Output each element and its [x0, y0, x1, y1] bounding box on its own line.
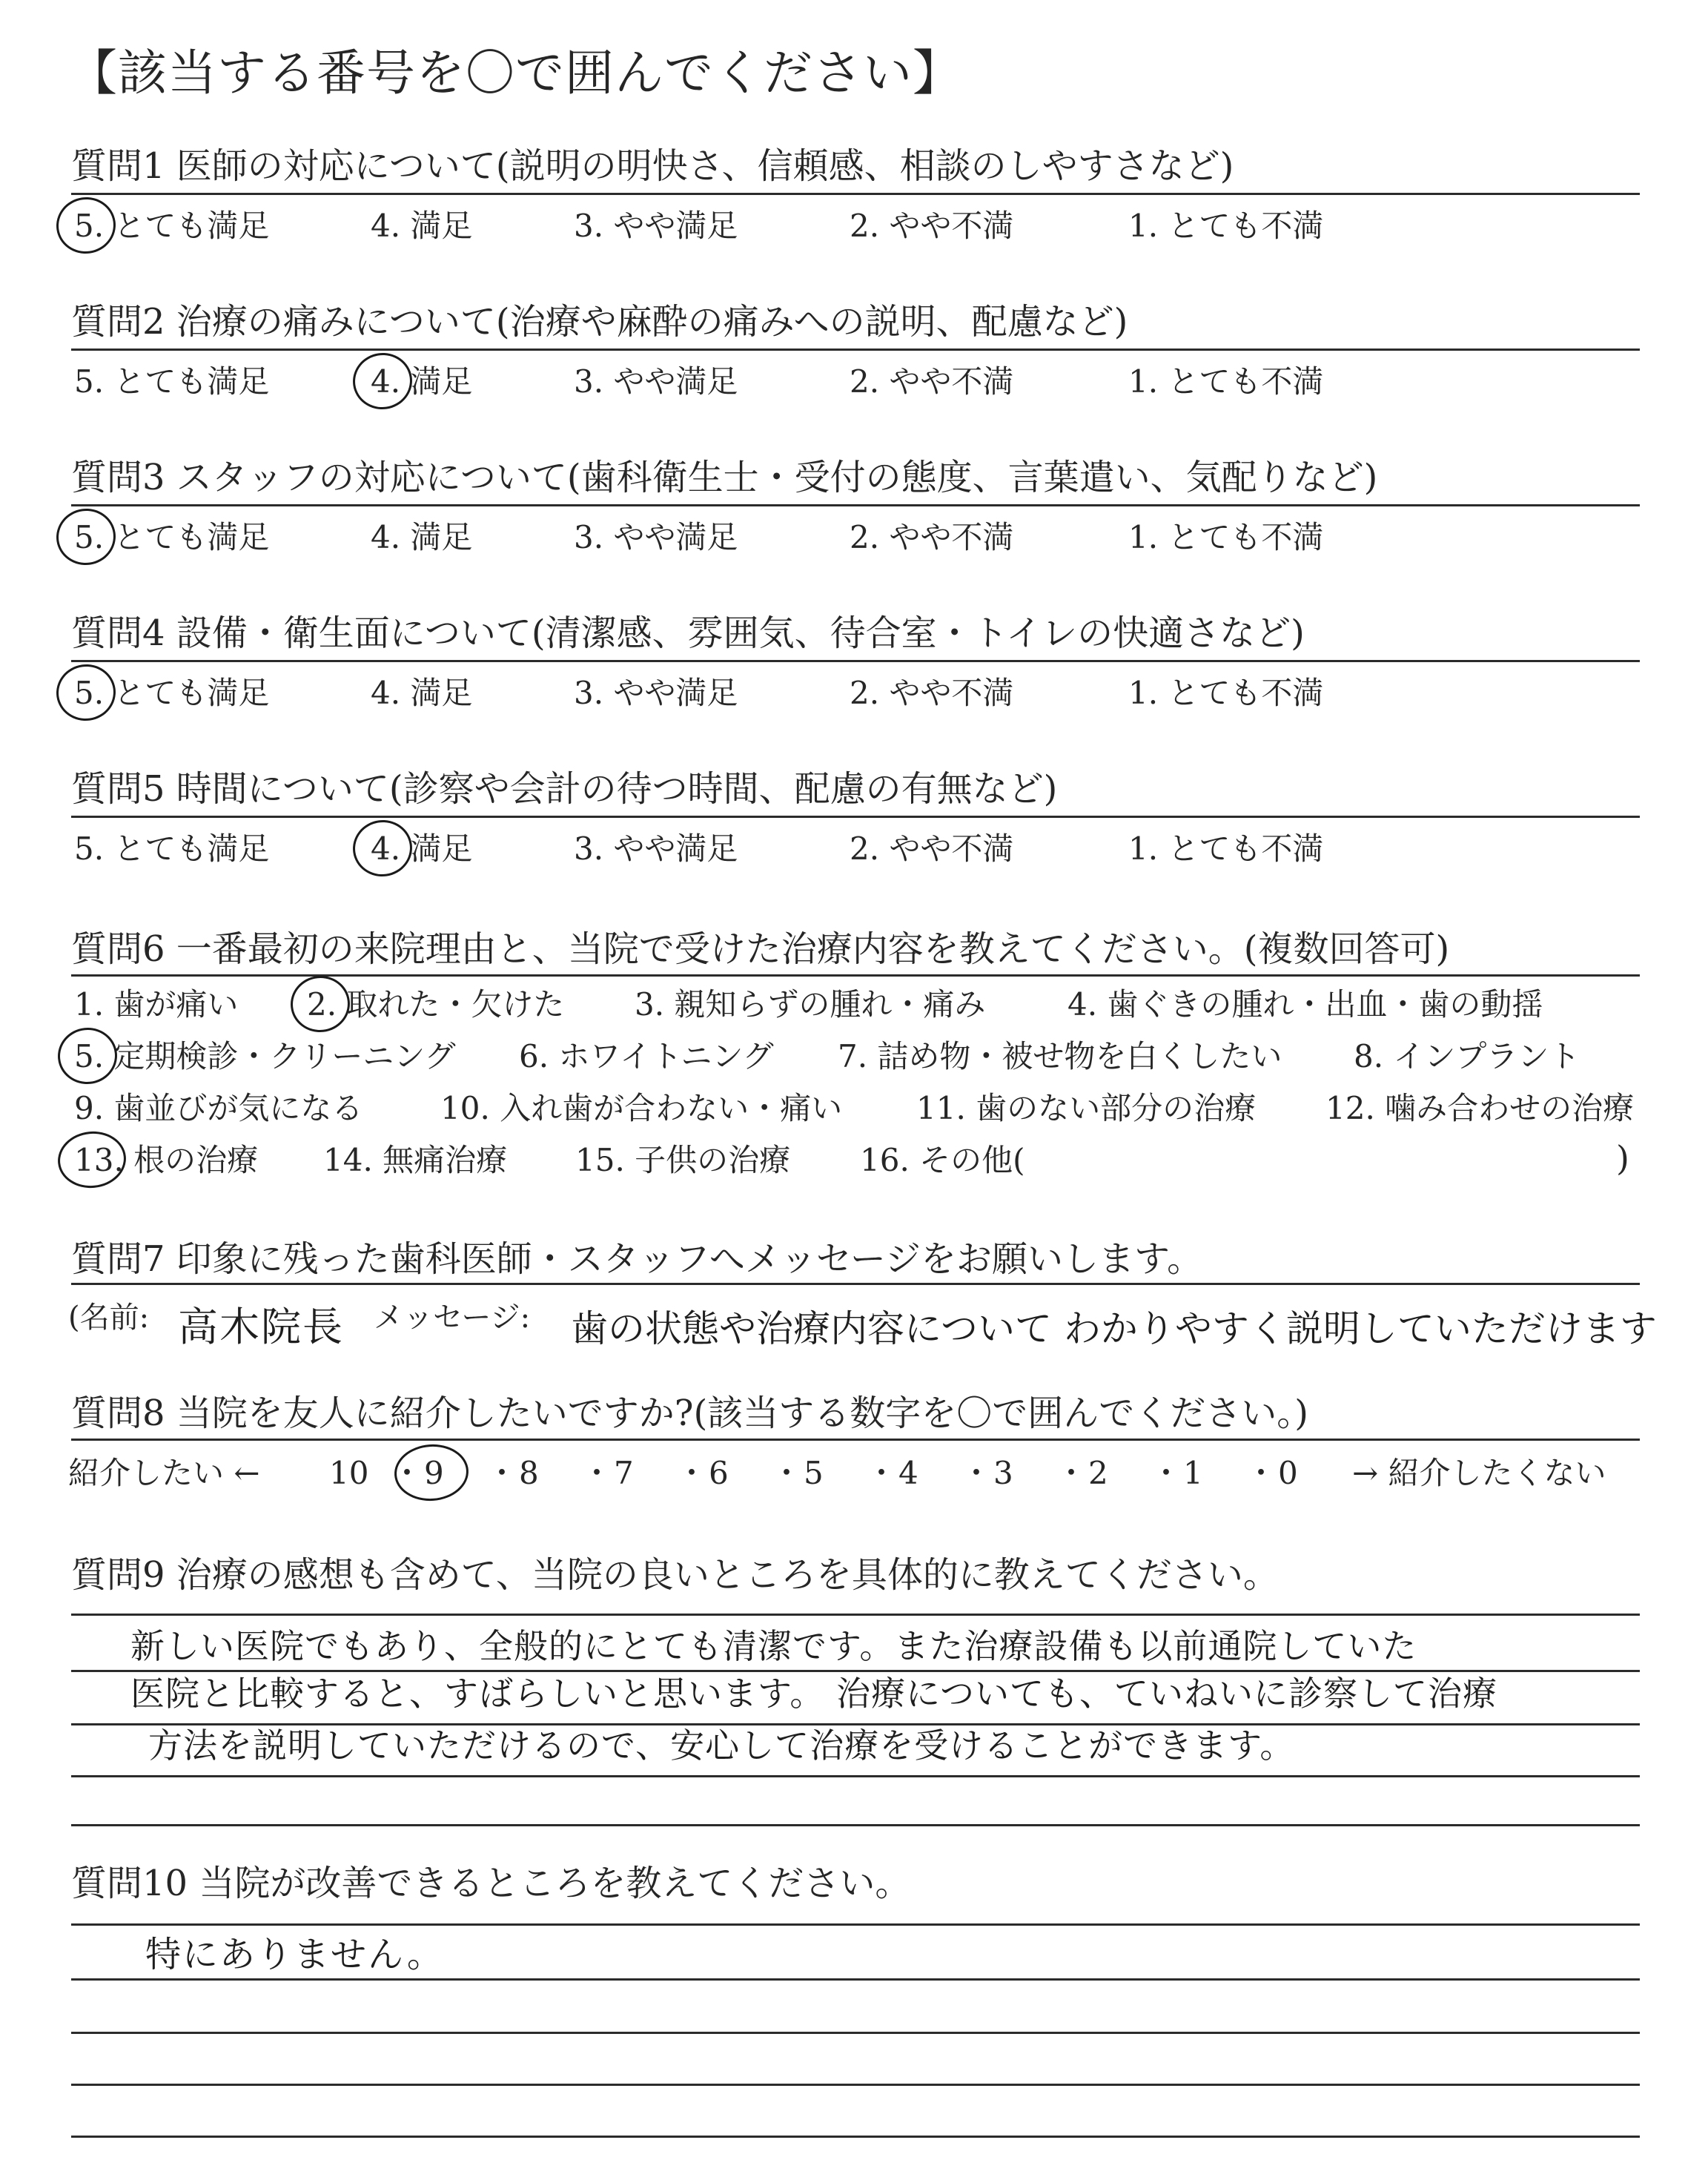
- q8-separator: ・: [961, 1455, 993, 1491]
- q6-option: 11. 歯のない部分の治療: [916, 1090, 1257, 1126]
- q10-answer-rule: [71, 1923, 1640, 1926]
- q10-answer-rule: [71, 2136, 1640, 2138]
- q8-scale-value: 0: [1278, 1455, 1298, 1491]
- q6-option: 16. その他(: [860, 1142, 1025, 1178]
- q3-option: 4. 満足: [371, 519, 473, 555]
- q8-left-label: 紹介したい ←: [68, 1455, 260, 1491]
- q1-option: 1. とても不満: [1128, 208, 1324, 244]
- q6-option: 15. 子供の治療: [575, 1142, 791, 1178]
- q8-scale-value: 8: [519, 1455, 539, 1491]
- q1-rule: [71, 193, 1640, 195]
- q8-scale-value: 9: [424, 1455, 444, 1491]
- q3-selected-circle: [53, 505, 119, 569]
- q8-separator: ・: [486, 1455, 518, 1491]
- q6-option: 3. 親知らずの腫れ・痛み: [635, 986, 986, 1023]
- q4-title: 質問4 設備・衛生面について(清潔感、雰囲気、待合室・トイレの快適さなど): [71, 612, 1305, 654]
- q8-separator: ・: [581, 1455, 613, 1491]
- q10-answer-rule: [71, 2032, 1640, 2034]
- q5-option: 3. やや満足: [574, 830, 738, 867]
- q8-selected-circle: [392, 1442, 470, 1504]
- q5-rule: [71, 816, 1640, 818]
- q6-title: 質問6 一番最初の来院理由と、当院で受けた治療内容を教えてください。(複数回答可): [71, 928, 1450, 970]
- q4-option: 2. やや不満: [850, 675, 1014, 711]
- q1-title: 質問1 医師の対応について(説明の明快さ、信頼感、相談のしやすさなど): [71, 145, 1234, 187]
- q6-option: 9. 歯並びが気になる: [74, 1090, 363, 1126]
- q6-selected-circle: [55, 1128, 128, 1191]
- q6-option: 2. 取れた・欠けた: [307, 986, 565, 1023]
- q3-title: 質問3 スタッフの対応について(歯科衛生士・受付の態度、言葉遣い、気配りなど): [71, 457, 1378, 498]
- q3-option: 1. とても不満: [1128, 519, 1324, 555]
- q1-selected-circle: [53, 194, 119, 257]
- q2-option: 3. やや満足: [574, 363, 738, 400]
- q10-answer-line: 特にありません。: [145, 1934, 444, 1975]
- q3-rule: [71, 504, 1640, 506]
- q8-right-label: → 紹介したくない: [1352, 1455, 1606, 1491]
- q4-selected-circle: [53, 661, 119, 724]
- q3-option: 3. やや満足: [574, 519, 738, 555]
- q8-scale-value: 7: [614, 1455, 634, 1491]
- q6-option: 5. 定期検診・クリーニング: [74, 1038, 456, 1074]
- q2-option: 1. とても不満: [1128, 363, 1324, 400]
- q1-option: 4. 満足: [371, 208, 473, 244]
- q8-separator: ・: [771, 1455, 803, 1491]
- q10-title: 質問10 当院が改善できるところを教えてください。: [71, 1863, 911, 1904]
- q8-scale-value: 10: [329, 1455, 369, 1491]
- q8-rule: [71, 1439, 1640, 1441]
- q4-rule: [71, 660, 1640, 662]
- q6-option: 13. 根の治療: [74, 1142, 259, 1178]
- q2-option: 2. やや不満: [850, 363, 1014, 400]
- q8-scale-value: 2: [1088, 1455, 1108, 1491]
- q9-answer-line: 新しい医院でもあり、全般的にとても清潔です。また治療設備も以前通院していた: [130, 1626, 1417, 1666]
- q5-title: 質問5 時間について(診察や会計の待つ時間、配慮の有無など): [71, 768, 1058, 810]
- q8-scale-value: 1: [1183, 1455, 1203, 1491]
- q8-scale-value: 4: [898, 1455, 918, 1491]
- q2-selected-circle: [349, 349, 416, 413]
- q4-option: 3. やや満足: [574, 675, 738, 711]
- q7-message-value: 歯の状態や治療内容について わかりやすく説明していただけます: [571, 1307, 1657, 1350]
- q6-option: 4. 歯ぐきの腫れ・出血・歯の動揺: [1068, 986, 1543, 1023]
- q8-scale-value: 5: [804, 1455, 824, 1491]
- q5-option: 5. とても満足: [74, 830, 270, 867]
- q2-option: 5. とても満足: [74, 363, 270, 400]
- q3-option: 2. やや不満: [850, 519, 1014, 555]
- q6-option: 6. ホワイトニング: [519, 1038, 774, 1074]
- q7-title: 質問7 印象に残った歯科医師・スタッフへメッセージをお願いします。: [71, 1238, 1203, 1280]
- q4-option: 4. 満足: [371, 675, 473, 711]
- q9-title: 質問9 治療の感想も含めて、当院の良いところを具体的に教えてください。: [71, 1554, 1279, 1596]
- q9-answer-line: 方法を説明していただけるので、安心して治療を受けることができます。: [148, 1725, 1295, 1766]
- q10-answer-rule: [71, 1978, 1640, 1981]
- q1-option: 2. やや不満: [850, 208, 1014, 244]
- q1-option: 3. やや満足: [574, 208, 738, 244]
- q8-scale-value: 3: [993, 1455, 1013, 1491]
- q5-option: 1. とても不満: [1128, 830, 1324, 867]
- q9-answer-rule: [71, 1824, 1640, 1826]
- q6-option: 14. 無痛治療: [323, 1142, 508, 1178]
- q7-rule: [71, 1283, 1640, 1285]
- q9-answer-rule: [71, 1614, 1640, 1616]
- q6-option: 8. インプラント: [1354, 1038, 1580, 1074]
- q7-name-label: (名前:: [68, 1301, 150, 1335]
- q6-close-paren: ): [1616, 1138, 1629, 1178]
- q8-separator: ・: [866, 1455, 898, 1491]
- q5-option: 4. 満足: [371, 830, 473, 867]
- q6-selected-circle: [288, 973, 353, 1035]
- q5-option: 2. やや不満: [850, 830, 1014, 867]
- q6-rule: [71, 974, 1640, 977]
- q6-option: 7. 詰め物・被せ物を白くしたい: [838, 1038, 1282, 1074]
- q7-name-value: 高木院長: [178, 1304, 344, 1350]
- q8-separator: ・: [1245, 1455, 1277, 1491]
- q2-rule: [71, 349, 1640, 351]
- q5-selected-circle: [349, 816, 416, 880]
- q4-option: 1. とても不満: [1128, 675, 1324, 711]
- q9-answer-rule: [71, 1775, 1640, 1777]
- q2-option: 4. 満足: [371, 363, 473, 400]
- q10-answer-rule: [71, 2084, 1640, 2086]
- q6-selected-circle: [55, 1025, 120, 1087]
- q8-separator: ・: [676, 1455, 708, 1491]
- q9-answer-line: 医院と比較すると、すばらしいと思います。 治療についても、ていねいに診察して治療: [130, 1674, 1498, 1714]
- q8-scale-value: 6: [709, 1455, 729, 1491]
- q6-option: 10. 入れ歯が合わない・痛い: [440, 1090, 843, 1126]
- q8-separator: ・: [1151, 1455, 1182, 1491]
- q8-title: 質問8 当院を友人に紹介したいですか?(該当する数字を〇で囲んでください。): [71, 1393, 1308, 1434]
- q7-message-label: メッセージ:: [374, 1301, 531, 1335]
- q6-option: 12. 噛み合わせの治療: [1325, 1090, 1635, 1126]
- q8-separator: ・: [1056, 1455, 1088, 1491]
- q4-option: 5. とても満足: [74, 675, 270, 711]
- q1-option: 5. とても満足: [74, 208, 270, 244]
- q3-option: 5. とても満足: [74, 519, 270, 555]
- q6-option: 1. 歯が痛い: [74, 986, 239, 1023]
- q2-title: 質問2 治療の痛みについて(治療や麻酔の痛みへの説明、配慮など): [71, 301, 1128, 343]
- q8-separator: ・: [391, 1455, 423, 1491]
- form-title: 【該当する番号を〇で囲んでください】: [68, 44, 962, 102]
